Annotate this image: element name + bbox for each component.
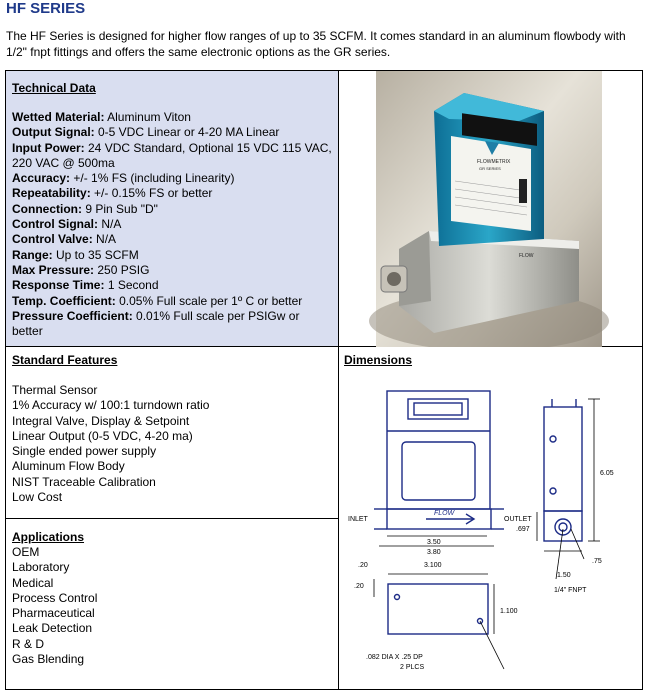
tech-row: [12, 186, 332, 201]
tech-value: 0-5 VDC Linear or 4-20 MA Linear: [94, 125, 280, 140]
tech-label: Range:: [12, 247, 53, 262]
applications-list: [12, 545, 332, 667]
application-item: R & D: [12, 636, 45, 651]
dim-605: 6.05: [600, 470, 614, 477]
tech-value: 9 Pin Sub "D": [82, 201, 158, 216]
tech-label: Control Signal:: [12, 217, 98, 232]
technical-data-list: [12, 110, 332, 339]
application-item: Medical: [12, 575, 54, 590]
tech-row: [12, 171, 332, 186]
tech-value: +/- 1% FS (including Linearity): [70, 171, 235, 186]
product-photo: [339, 71, 642, 347]
tech-row: [12, 294, 332, 309]
tech-value: 24 VDC Standard, Optional 15 VDC 115 VAC, 220 VAC @ 500ma: [12, 140, 332, 170]
dim-hole-1: .082 DIA X .25 DP: [366, 654, 423, 661]
tech-value: 250 PSIG: [94, 262, 150, 277]
tech-value: N/A: [92, 232, 117, 247]
feature-item: Integral Valve, Display & Setpoint: [12, 413, 190, 428]
feature-item: Aluminum Flow Body: [12, 459, 125, 474]
tech-value: 1 Second: [104, 278, 159, 293]
tech-row: [12, 110, 332, 125]
tech-value: Aluminum Viton: [104, 110, 191, 124]
feature-item: Thermal Sensor: [12, 383, 98, 397]
tech-row: [12, 141, 332, 172]
tech-label: Response Time:: [12, 278, 105, 293]
page-title: HF SERIES: [6, 0, 86, 17]
dim-380: 3.80: [427, 549, 441, 556]
tech-row: [12, 278, 332, 293]
technical-data-cell: [6, 71, 339, 347]
tech-value: 0.05% Full scale per 1º C or better: [115, 293, 303, 308]
intro-text: The HF Series is designed for higher flow ranges of up to 35 SCFM. It comes standard in an aluminum flowbody with 1/2" fnpt fittings and offers the same electronic options as the GR series.: [6, 29, 626, 59]
feature-item: NIST Traceable Calibration: [12, 474, 156, 489]
tech-row: [12, 232, 332, 247]
tech-row: [12, 263, 332, 278]
standard-features-heading: Standard Features: [12, 353, 118, 367]
standard-features-cell: [6, 347, 339, 519]
tech-label: Repeatability:: [12, 186, 91, 201]
tech-value: Up to 35 SCFM: [52, 247, 139, 262]
tech-label: Max Pressure:: [12, 262, 95, 277]
dim-20a: .20: [358, 562, 368, 569]
tech-row: [12, 125, 332, 140]
dimensions-cell: [339, 347, 642, 689]
feature-item: Low Cost: [12, 490, 63, 505]
tech-row: [12, 248, 332, 263]
tech-value: N/A: [98, 217, 122, 232]
dim-fnpt: 1/4" FNPT: [554, 587, 587, 594]
dimensions-drawing: [344, 369, 639, 689]
feature-item: Linear Output (0-5 VDC, 4-20 ma): [12, 428, 193, 443]
dim-flow: FLOW: [434, 510, 455, 517]
tech-row: [12, 309, 332, 340]
tech-label: Pressure Coefficient:: [12, 308, 133, 323]
dim-150: 1.50: [557, 572, 571, 579]
dim-350: 3.50: [427, 539, 441, 546]
dim-20b: .20: [354, 583, 364, 590]
photo-flow-text: FLOW: [519, 253, 534, 259]
photo-model-text: GR SERIES: [479, 166, 501, 171]
dim-3100: 3.100: [424, 562, 442, 569]
tech-label: Input Power:: [12, 140, 85, 155]
dim-697: .697: [516, 526, 530, 533]
tech-label: Wetted Material:: [12, 110, 105, 124]
application-item: OEM: [12, 545, 40, 559]
dimensions-heading: Dimensions: [344, 353, 413, 367]
dim-outlet: OUTLET: [504, 516, 532, 523]
dim-75: .75: [592, 558, 602, 565]
applications-heading: Applications: [12, 530, 85, 544]
dim-1100: 1.100: [500, 608, 518, 615]
application-item: Pharmaceutical: [12, 606, 95, 621]
spec-table: [5, 70, 643, 690]
tech-row: [12, 202, 332, 217]
technical-data-heading: Technical Data: [12, 81, 96, 95]
tech-label: Temp. Coefficient:: [12, 293, 116, 308]
feature-item: 1% Accuracy w/ 100:1 turndown ratio: [12, 398, 210, 413]
tech-label: Accuracy:: [12, 171, 71, 186]
photo-brand-text: FLOWMETRIX: [477, 159, 511, 165]
application-item: Laboratory: [12, 560, 70, 575]
dim-hole-2: 2 PLCS: [400, 664, 425, 671]
product-photo-cell: [339, 71, 642, 347]
application-item: Process Control: [12, 590, 98, 605]
tech-value: +/- 0.15% FS or better: [90, 186, 213, 201]
tech-row: [12, 217, 332, 232]
tech-label: Connection:: [12, 201, 82, 216]
tech-label: Control Valve:: [12, 232, 93, 247]
application-item: Gas Blending: [12, 652, 85, 667]
application-item: Leak Detection: [12, 621, 93, 636]
feature-item: Single ended power supply: [12, 444, 157, 459]
standard-features-list: [12, 383, 332, 505]
dim-inlet: INLET: [348, 516, 368, 523]
applications-cell: [6, 519, 339, 689]
tech-value: 0.01% Full scale per PSIGw or better: [12, 308, 300, 339]
tech-label: Output Signal:: [12, 125, 95, 140]
